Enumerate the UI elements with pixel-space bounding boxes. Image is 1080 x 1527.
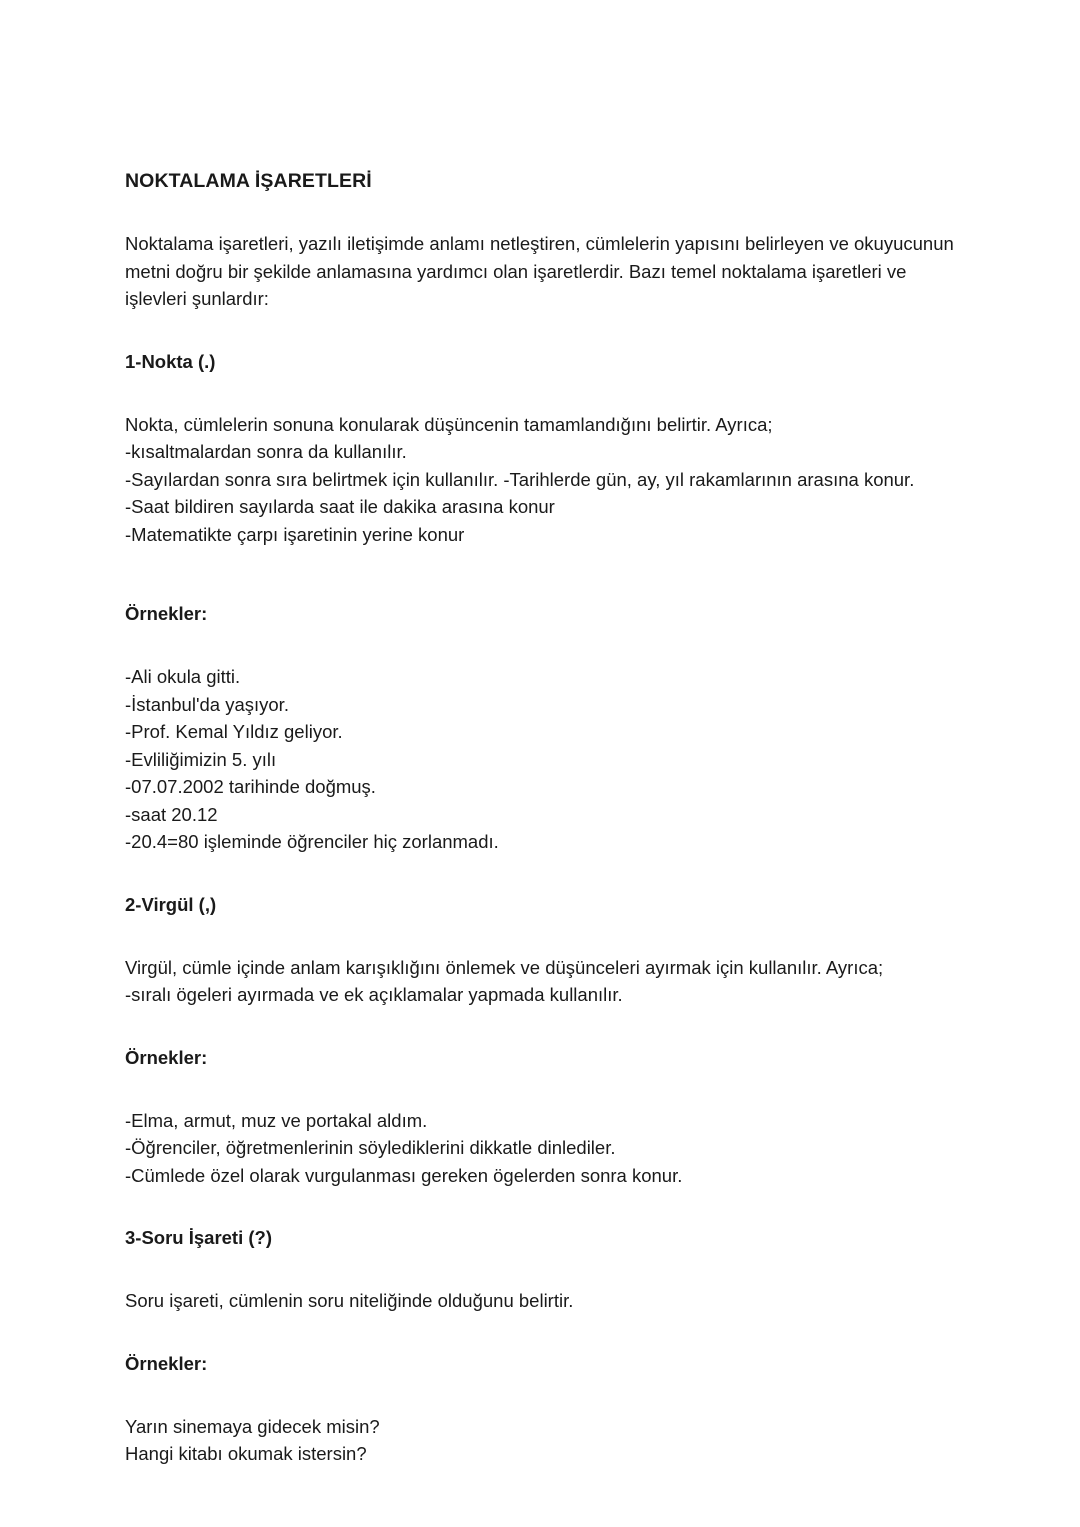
list-item: Hangi kitabı okumak istersin? <box>125 1443 367 1464</box>
list-item: -saat 20.12 <box>125 803 218 825</box>
body-line: Virgül, cümle içinde anlam karışıklığını önlemek ve düşünceleri ayırmak için kullanılır. Ayrıca; <box>125 956 884 978</box>
examples-list-nokta <box>125 663 957 856</box>
examples-list-virgul <box>125 1107 957 1190</box>
section-heading-virgul: 2-Virgül (,) <box>125 893 217 915</box>
list-item: -Öğrenciler, öğretmenlerinin söylediklerini dikkatle dinlediler. <box>125 1137 616 1158</box>
list-item: -Elma, armut, muz ve portakal aldım. <box>125 1109 428 1131</box>
list-item: -07.07.2002 tarihinde doğmuş. <box>125 776 376 797</box>
list-item: -İstanbul'da yaşıyor. <box>125 693 289 715</box>
list-item: -Ali okula gitti. <box>125 666 241 687</box>
section-heading-soru-isareti: 3-Soru İşareti (?) <box>125 1227 272 1248</box>
body-line: -kısaltmalardan sonra da kullanılır. <box>125 441 407 462</box>
list-item: -20.4=80 işleminde öğrenciler hiç zorlanmadı. <box>125 831 499 852</box>
examples-heading-virgul: Örnekler: <box>125 1046 208 1068</box>
page-title: NOKTALAMA İŞARETLERİ <box>125 170 372 192</box>
body-line: Nokta, cümlelerin sonuna konularak düşüncenin tamamlandığını belirtir. Ayrıca; <box>125 413 773 435</box>
body-line: Soru işareti, cümlenin soru niteliğinde olduğunu belirtir. <box>125 1290 574 1311</box>
list-item: -Prof. Kemal Yıldız geliyor. <box>125 721 343 742</box>
examples-heading-soru-isareti: Örnekler: <box>125 1352 208 1374</box>
list-item: -Cümlede özel olarak vurgulanması gereken ögelerden sonra konur. <box>125 1164 683 1186</box>
body-line: -Matematikte çarpı işaretinin yerine konur <box>125 523 465 545</box>
section-body-virgul <box>125 954 957 1009</box>
examples-heading-nokta: Örnekler: <box>125 603 208 624</box>
section-body-nokta <box>125 411 957 549</box>
list-item: -Evliliğimizin 5. yılı <box>125 748 277 770</box>
list-item: Yarın sinemaya gidecek misin? <box>125 1415 380 1437</box>
section-heading-nokta: 1-Nokta (.) <box>125 350 216 372</box>
examples-list-soru-isareti <box>125 1413 957 1468</box>
section-body-soru-isareti <box>125 1287 957 1315</box>
intro-paragraph: Noktalama işaretleri, yazılı iletişimde anlamı netleştiren, cümlelerin yapısını belirleyen ve okuyucunun metni doğru bir şekilde anlamasına yardımcı olan işaretlerdir. Bazı temel noktalama işaretleri ve işlevleri şunlardır: <box>125 233 954 309</box>
body-line: -Sayılardan sonra sıra belirtmek için kullanılır. -Tarihlerde gün, ay, yıl rakamlarının arasına konur. <box>125 468 915 490</box>
body-line: -sıralı ögeleri ayırmada ve ek açıklamalar yapmada kullanılır. <box>125 984 623 1005</box>
body-line: -Saat bildiren sayılarda saat ile dakika arasına konur <box>125 496 555 517</box>
